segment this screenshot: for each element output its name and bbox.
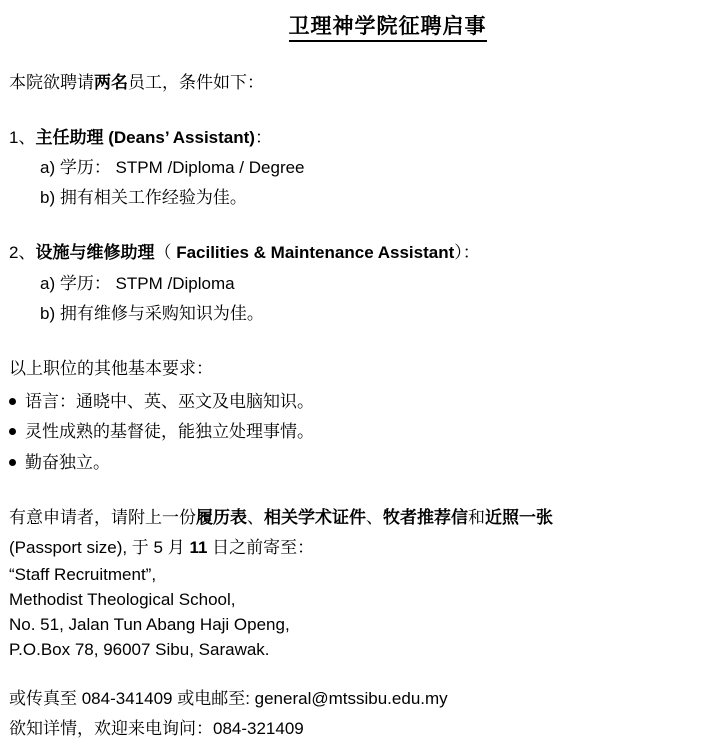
position-2-req-b: b) 拥有维修与采购知识为佳。: [40, 304, 264, 323]
position-1-heading: 1、主任助理 (Deans’ Assistant)：: [9, 128, 272, 147]
contact-phone: 欲知详情，欢迎来电询问：084-321409: [9, 719, 304, 738]
position-1-req-b: b) 拥有相关工作经验为佳。: [40, 188, 247, 207]
address-line: Methodist Theological School,: [9, 590, 236, 609]
requirement-item: 勤奋独立。: [9, 452, 110, 474]
document-title: [0, 10, 707, 40]
position-2-req-a: a) 学历： STPM /Diploma: [40, 274, 235, 293]
requirement-item: 语言：通晓中、英、巫文及电脑知识。: [9, 391, 314, 413]
bullet-icon: [9, 398, 16, 405]
intro-line: 本院欲聘请两名员工，条件如下：: [9, 73, 264, 92]
address-line: “Staff Recruitment”,: [9, 565, 157, 584]
address-line: No. 51, Jalan Tun Abang Haji Openg,: [9, 615, 290, 634]
apply-line-2: (Passport size), 于 5 月 11 日之前寄至：: [9, 538, 315, 557]
bullet-icon: [9, 428, 16, 435]
position-2-heading: 2、设施与维修助理（ Facilities & Maintenance Assistant）：: [9, 243, 480, 262]
requirements-heading: 以上职位的其他基本要求：: [9, 359, 213, 378]
requirement-item: 灵性成熟的基督徒，能独立处理事情。: [9, 421, 314, 443]
position-1-req-a: a) 学历： STPM /Diploma / Degree: [40, 158, 305, 177]
bullet-icon: [9, 459, 16, 466]
address-line: P.O.Box 78, 96007 Sibu, Sarawak.: [9, 640, 270, 659]
contact-fax-email: 或传真至 084-341409 或电邮至: general@mtssibu.edu.my: [9, 689, 448, 708]
title-text: 卫理神学院征聘启事: [289, 15, 487, 42]
apply-line-1: 有意申请者，请附上一份履历表、相关学术证件、牧者推荐信和近照一张: [9, 508, 553, 527]
